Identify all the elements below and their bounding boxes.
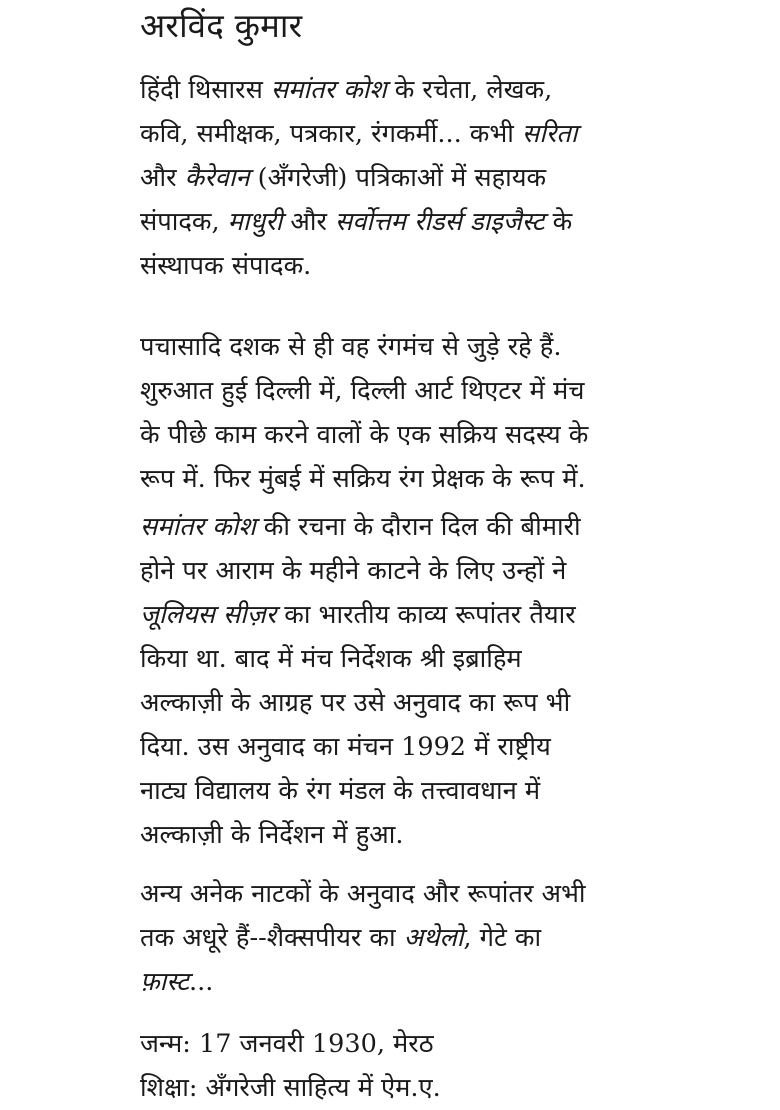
text-line bbox=[140, 872, 760, 916]
paragraph-unfinished-works bbox=[140, 872, 760, 1004]
text-segment: संपादक, bbox=[140, 207, 228, 237]
italic-title-text: अथेलो bbox=[403, 923, 464, 953]
text-segment: होने पर आराम के महीने काटने के लिए उन्हों ने bbox=[140, 556, 567, 586]
text-segment: अन्य अनेक नाटकों के अनुवाद और रूपांतर अभी bbox=[140, 879, 586, 909]
text-line bbox=[140, 413, 760, 457]
text-line bbox=[140, 505, 760, 549]
text-segment: के पीछे काम करने वालों के एक सक्रिय सदस्य के bbox=[140, 420, 589, 450]
text-line bbox=[140, 916, 760, 960]
text-segment: , गेटे का bbox=[463, 923, 542, 953]
page-title: अरविंद कुमार bbox=[140, 6, 303, 45]
text-segment: शुरुआत हुई दिल्ली में, दिल्ली आर्ट थिएटर में मंच bbox=[140, 376, 585, 406]
italic-title-text: समांतर कोश bbox=[140, 512, 256, 542]
text-line bbox=[140, 369, 760, 413]
text-segment: नाट्य विद्यालय के रंग मंडल के तत्त्वावधान में bbox=[140, 776, 541, 806]
text-segment: अल्काज़ी के निर्देशन में हुआ. bbox=[140, 820, 404, 850]
text-segment: अल्काज़ी के आग्रह पर उसे अनुवाद का रूप भी bbox=[140, 688, 571, 718]
text-line bbox=[140, 769, 760, 813]
text-segment: की रचना के दौरान दिल की बीमारी bbox=[255, 512, 581, 542]
text-line bbox=[140, 637, 760, 681]
paragraph-translation bbox=[140, 505, 760, 857]
italic-title-text: कैरेवान bbox=[184, 163, 250, 193]
text-segment: कवि, समीक्षक, पत्रकार, रंगकर्मी... कभी bbox=[140, 119, 523, 149]
education-info: शिक्षा: अँगरेजी साहित्य में ऐम.ए. bbox=[140, 1073, 441, 1103]
text-segment: रूप में. फिर मुंबई में सक्रिय रंग प्रेक्षक के रूप में. bbox=[140, 464, 586, 494]
text-segment: पचासादि दशक से ही वह रंगमंच से जुड़े रहे हैं. bbox=[140, 332, 562, 362]
text-segment: (अँगरेजी) पत्रिकाओं में सहायक bbox=[249, 163, 547, 193]
text-segment: किया था. बाद में मंच निर्देशक श्री इब्राहिम bbox=[140, 644, 522, 674]
text-line bbox=[140, 156, 760, 200]
italic-title-text: फ़ास्ट bbox=[140, 967, 190, 997]
italic-title-text: जूलियस सीज़र bbox=[140, 600, 277, 630]
text-line bbox=[140, 457, 760, 501]
bio-facts bbox=[140, 1022, 441, 1110]
text-segment: के रचेता, लेखक, bbox=[386, 75, 553, 105]
text-line bbox=[140, 68, 760, 112]
paragraph-theatre bbox=[140, 325, 760, 501]
text-segment: का भारतीय काव्य रूपांतर तैयार bbox=[276, 600, 576, 630]
text-line bbox=[140, 725, 760, 769]
text-line bbox=[140, 813, 760, 857]
birth-info: जन्म: 17 जनवरी 1930, मेरठ bbox=[140, 1029, 434, 1059]
text-segment: के bbox=[544, 207, 573, 237]
italic-title-text: माधुरी bbox=[227, 207, 283, 237]
text-line bbox=[140, 549, 760, 593]
text-line bbox=[140, 112, 760, 156]
text-line bbox=[140, 244, 760, 288]
text-line bbox=[140, 325, 760, 369]
text-segment: और bbox=[282, 207, 335, 237]
text-segment: और bbox=[140, 163, 185, 193]
text-segment: तक अधूरे हैं--शैक्सपीयर का bbox=[140, 923, 404, 953]
text-line bbox=[140, 960, 760, 1004]
text-line bbox=[140, 593, 760, 637]
text-line bbox=[140, 200, 760, 244]
italic-title-text: समांतर कोश bbox=[270, 75, 387, 105]
text-line bbox=[140, 681, 760, 725]
text-segment: हिंदी थिसारस bbox=[140, 75, 271, 105]
text-segment: संस्थापक संपादक. bbox=[140, 251, 312, 281]
italic-title-text: सर्वोत्तम रीडर्स डाइजैस्ट bbox=[334, 207, 545, 237]
italic-title-text: सरिता bbox=[522, 119, 578, 149]
text-segment: ... bbox=[189, 967, 214, 997]
text-segment: दिया. उस अनुवाद का मंचन 1992 में राष्ट्रीय bbox=[140, 732, 551, 762]
paragraph-career bbox=[140, 68, 760, 288]
